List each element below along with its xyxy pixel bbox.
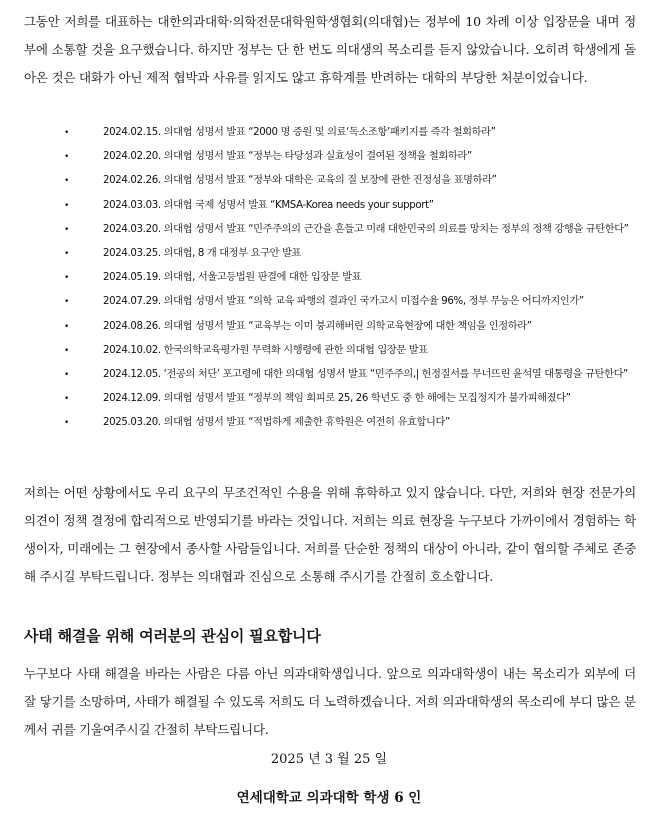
closing-paragraph: 누구보다 사태 해결을 바라는 사람은 다름 아닌 의과대학생입니다. 앞으로 의과대학생이 내는 목소리가 외부에 더 잘 닿기를 소망하며, 사태가 해결될 수 있도록 저희도 더 노력하겠습니다. 저희 의과대학생의 목소리에 부디 많은 분께서 귀를 기울여주시길 간절히 부탁드립니다. (24, 666, 636, 737)
bullet-icon: • (64, 176, 69, 187)
statement-text: 2024.07.29. 의대협 성명서 발표 “의학 교육 파행의 결과인 국가고시 미접수율 96%, 정부 무능은 어디까지인가” (103, 296, 584, 308)
statement-text: 2024.12.05. ‘전공의 처단’ 포고령에 대한 의대협 성명서 발표 “민주주의,| 헌정질서를 무너뜨린 윤석열 대통령을 규탄한다” (103, 368, 628, 380)
bullet-icon: • (64, 345, 69, 356)
intro-paragraph: 그동안 저희를 대표하는 대한의과대학·의학전문대학원학생협회(의대협)는 정부에 10 차례 이상 입장문을 내며 정부에 소통할 것을 요구했습니다. 하지만 정부는 단 한 번도 의대생의 목소리를 듣지 않았습니다. 오히려 학생에게 돌아온 것은 대화가 아닌 제적 협박과 사유를 읽지도 않고 휴학계를 반려하는 대학의 부당한 처분이었습니다. (24, 14, 636, 85)
list-item (0, 169, 658, 193)
statement-text: 2024.03.25. 의대협, 8 개 대정부 요구안 발표 (103, 247, 301, 259)
list-item (0, 363, 658, 387)
statement-text: 2024.03.20. 의대협 성명서 발표 “민주주의의 근간을 흔들고 미래 대한민국의 의료를 망치는 정부의 정책 강행을 규탄한다” (103, 223, 629, 235)
statement-text: 2024.02.20. 의대협 성명서 발표 “정부는 타당성과 실효성이 결여된 정책을 철회하라” (103, 151, 472, 163)
statement-text: 2024.03.03. 의대협 국제 성명서 발표 “KMSA-Korea needs your support” (103, 199, 434, 211)
bullet-icon: • (64, 394, 69, 405)
statement-text: 2024.02.26. 의대협 성명서 발표 “정부와 대학은 교육의 질 보장에 관한 진정성을 표명하라” (103, 175, 497, 187)
list-item (0, 387, 658, 411)
bullet-icon: • (64, 128, 69, 138)
list-item (0, 145, 658, 169)
statement-list (0, 121, 658, 435)
list-item (0, 194, 658, 218)
statement-text: 2024.10.02. 한국의학교육평가원 무력화 시행령에 관한 의대협 입장문 발표 (103, 344, 428, 356)
list-item (0, 218, 658, 242)
statement-text: 2024.12.09. 의대협 성명서 발표 “정부의 책임 회피로 25, 26 학년도 중 한 해에는 모집정지가 불가피해졌다” (103, 393, 571, 405)
middle-paragraph: 저희는 어떤 상황에서도 우리 요구의 무조건적인 수용을 위해 휴학하고 있지 않습니다. 다만, 저희와 현장 전문가의 의견이 정책 결정에 합리적으로 반영되기를 바라는 것입니다. 저희는 의료 현장을 누구보다 가까이에서 경험하는 학생이자, 미래에는 그 현장에서 종사할 사람들입니다. 저희를 단순한 정책의 대상이 아니라, 같이 협의할 주체로 존중해 주시길 부탁드립니다. 정부는 의대협과 진심으로 소통해 주시기를 간절히 호소합니다. (24, 485, 636, 584)
list-item (0, 121, 658, 145)
bullet-icon: • (64, 321, 69, 332)
section-heading: 사태 해결을 위해 여러분의 관심이 필요합니다 (24, 627, 321, 645)
bullet-icon: • (64, 224, 69, 235)
statement-text: 2024.05.19. 의대협, 서울고등법원 판결에 대한 입장문 발표 (103, 272, 362, 284)
statement-text: 2025.03.20. 의대협 성명서 발표 “적법하게 제출한 휴학원은 여전히 유효합니다” (103, 417, 450, 429)
list-item (0, 290, 658, 314)
bullet-icon: • (64, 273, 69, 284)
bullet-icon: • (64, 152, 69, 163)
statement-text: 2024.02.15. 의대협 성명서 발표 “2000 명 증원 및 의료‘독소조항’패키지를 즉각 철회하라” (103, 127, 496, 138)
list-item (0, 411, 658, 435)
list-item (0, 339, 658, 363)
bullet-icon: • (64, 297, 69, 308)
signature: 연세대학교 의과대학 학생 6 인 (236, 790, 422, 806)
bullet-icon: • (64, 418, 69, 429)
list-item (0, 266, 658, 290)
bullet-icon: • (64, 248, 69, 259)
statement-text: 2024.08.26. 의대협 성명서 발표 “교육부는 이미 붕괴해버린 의학교육현장에 대한 책임을 인정하라” (103, 320, 532, 332)
bullet-icon: • (64, 200, 69, 211)
list-item (0, 242, 658, 266)
document-date: 2025 년 3 월 25 일 (270, 752, 388, 767)
bullet-icon: • (64, 369, 69, 380)
list-item (0, 315, 658, 339)
